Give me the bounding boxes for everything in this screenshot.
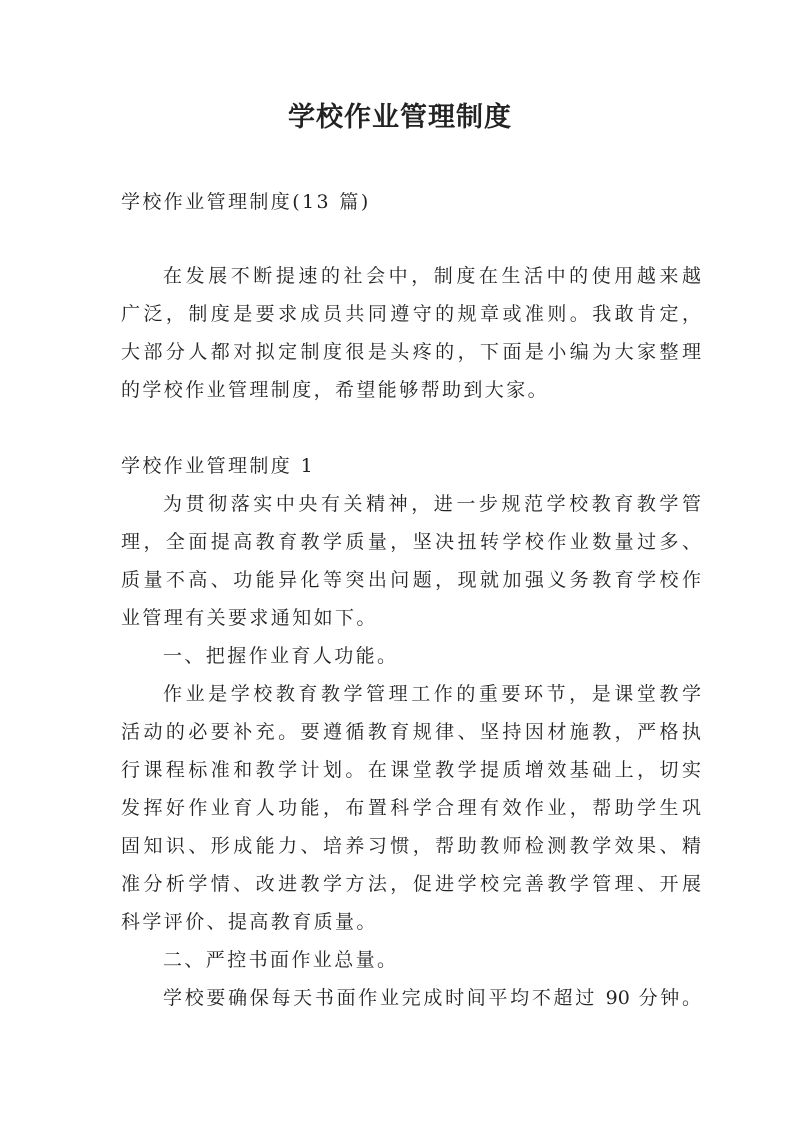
paragraph-line: 理，全面提高教育教学质量，坚决扭转学校作业数量过多、 bbox=[121, 531, 701, 553]
intro-line: 在发展不断提速的社会中，制度在生活中的使用越来越 bbox=[163, 265, 701, 287]
paragraph-line: 固知识、形成能力、培养习惯，帮助教师检测教学效果、精 bbox=[121, 835, 701, 857]
document-title: 学校作业管理制度 bbox=[288, 102, 512, 133]
paragraph-line: 作业是学校教育教学管理工作的重要环节，是课堂教学 bbox=[163, 683, 701, 705]
paragraph-line: 学校要确保每天书面作业完成时间平均不超过 90 分钟。 bbox=[163, 987, 701, 1009]
paragraph-line: 质量不高、功能异化等突出问题，现就加强义务教育学校作 bbox=[121, 569, 701, 591]
item-heading: 二、严控书面作业总量。 bbox=[163, 949, 399, 971]
paragraph-line: 科学评价、提高教育质量。 bbox=[121, 911, 378, 933]
document-subtitle: 学校作业管理制度(13 篇) bbox=[121, 191, 371, 213]
paragraph-line: 行课程标准和教学计划。在课堂教学提质增效基础上，切实 bbox=[121, 759, 701, 781]
paragraph-line: 活动的必要补充。要遵循教育规律、坚持因材施教，严格执 bbox=[121, 721, 701, 743]
paragraph-line: 业管理有关要求通知如下。 bbox=[121, 607, 378, 629]
section-heading: 学校作业管理制度 1 bbox=[121, 455, 316, 477]
paragraph-line: 为贯彻落实中央有关精神，进一步规范学校教育教学管 bbox=[163, 493, 701, 515]
paragraph-line: 准分析学情、改进教学方法，促进学校完善教学管理、开展 bbox=[121, 873, 701, 895]
item-heading: 一、把握作业育人功能。 bbox=[163, 645, 399, 667]
intro-line: 广泛，制度是要求成员共同遵守的规章或准则。我敢肯定， bbox=[121, 303, 701, 325]
intro-line: 的学校作业管理制度，希望能够帮助到大家。 bbox=[121, 379, 550, 401]
paragraph-line: 发挥好作业育人功能，布置科学合理有效作业，帮助学生巩 bbox=[121, 797, 701, 819]
intro-line: 大部分人都对拟定制度很是头疼的，下面是小编为大家整理 bbox=[121, 341, 701, 363]
